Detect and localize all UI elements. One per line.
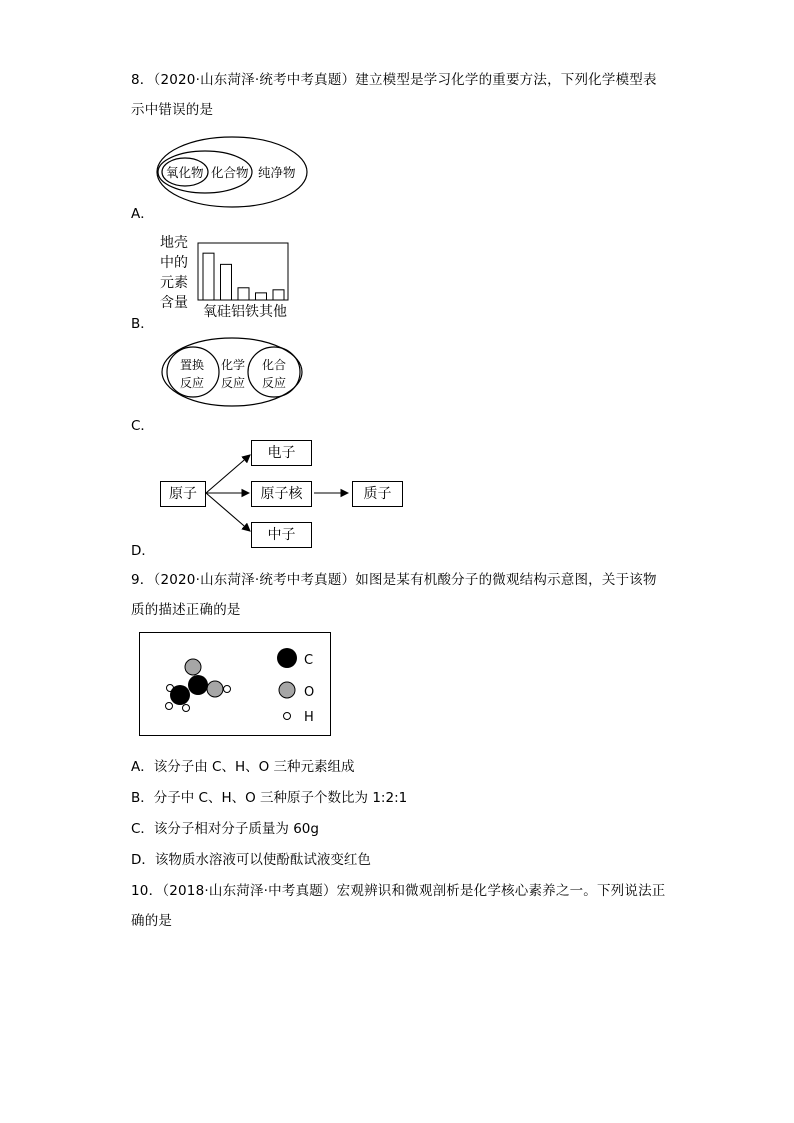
arrow-to-electron bbox=[206, 455, 250, 493]
q9-stem-line1: 9．（2020·山东菏泽·统考中考真题）如图是某有机酸分子的微观结构示意图，关于该物 bbox=[131, 572, 657, 588]
bar-铝 bbox=[238, 288, 249, 300]
q9-option-b: B．分子中 C、H、O 三种原子个数比为 1:2:1 bbox=[131, 790, 408, 806]
tick-label: 铝 bbox=[231, 304, 245, 320]
carbon-atom bbox=[188, 675, 208, 695]
q9-option-d: D．该物质水溶液可以使酚酞试液变红色 bbox=[131, 852, 371, 868]
hydrogen-atom bbox=[183, 705, 190, 712]
ylabel-line: 地壳 bbox=[160, 235, 188, 251]
bar-氧 bbox=[203, 253, 214, 300]
bar-其他 bbox=[273, 290, 284, 300]
left-label-1: 置换 bbox=[180, 358, 205, 372]
molecule-figure bbox=[139, 632, 331, 736]
center-label-2: 反应 bbox=[221, 376, 246, 390]
q9-option-a: A．该分子由 C、H、O 三种元素组成 bbox=[131, 759, 355, 775]
option-a-diagram bbox=[155, 135, 315, 210]
nucleus-box: 原子核 bbox=[251, 481, 312, 507]
atom-box: 原子 bbox=[160, 481, 206, 507]
legend-oxygen-label: O bbox=[304, 685, 315, 700]
right-label-2: 反应 bbox=[262, 376, 287, 390]
bar-chart bbox=[197, 242, 291, 302]
bar-硅 bbox=[221, 264, 232, 300]
oxygen-atom bbox=[207, 681, 223, 697]
option-c-letter: C． bbox=[131, 418, 154, 434]
q10-stem-line2: 确的是 bbox=[131, 913, 173, 929]
ylabel-line: 元素 bbox=[160, 275, 188, 291]
right-label-1: 化合 bbox=[262, 358, 287, 372]
tick-label: 其他 bbox=[259, 304, 287, 320]
q9-stem-line2: 质的描述正确的是 bbox=[131, 602, 241, 618]
legend-oxygen-swatch bbox=[279, 682, 295, 698]
inner-label: 氧化物 bbox=[166, 165, 204, 180]
left-label-2: 反应 bbox=[180, 376, 205, 390]
center-label-1: 化学 bbox=[221, 358, 246, 372]
option-d-letter: D． bbox=[131, 543, 155, 559]
middle-label: 化合物 bbox=[211, 165, 249, 180]
tick-label: 氧 bbox=[203, 304, 217, 320]
legend-carbon-label: C bbox=[304, 653, 314, 668]
option-c-diagram bbox=[160, 336, 306, 408]
legend-hydrogen-label: H bbox=[304, 710, 314, 725]
q9-option-c: C．该分子相对分子质量为 60g bbox=[131, 821, 319, 837]
outer-label: 纯净物 bbox=[258, 165, 296, 180]
molecule-model bbox=[140, 633, 330, 735]
legend-carbon-swatch bbox=[277, 648, 297, 668]
oxygen-atom bbox=[185, 659, 201, 675]
hydrogen-atom bbox=[166, 703, 173, 710]
carbon-atom bbox=[170, 685, 190, 705]
ylabel-line: 含量 bbox=[160, 295, 188, 311]
tick-label: 铁 bbox=[245, 304, 259, 320]
legend-hydrogen-swatch bbox=[284, 713, 291, 720]
arrow-to-neutron bbox=[206, 493, 250, 531]
option-a-letter: A． bbox=[131, 206, 154, 222]
bar-chart-ylabel bbox=[160, 233, 188, 313]
bar-chart-categories bbox=[203, 301, 287, 321]
ylabel-line: 中的 bbox=[160, 255, 188, 271]
electron-box: 电子 bbox=[251, 440, 312, 466]
tick-label: 硅 bbox=[217, 304, 231, 320]
bar-铁 bbox=[256, 293, 267, 300]
q8-stem-line2: 示中错误的是 bbox=[131, 102, 214, 118]
neutron-box: 中子 bbox=[251, 522, 312, 548]
option-b-letter: B． bbox=[131, 316, 154, 332]
q8-stem-line1: 8．（2020·山东菏泽·统考中考真题）建立模型是学习化学的重要方法，下列化学模型表 bbox=[131, 72, 657, 88]
hydrogen-atom bbox=[224, 686, 231, 693]
proton-box: 质子 bbox=[352, 481, 403, 507]
q10-stem-line1: 10．（2018·山东菏泽·中考真题）宏观辨识和微观剖析是化学核心素养之一。下列说法正 bbox=[131, 883, 666, 899]
